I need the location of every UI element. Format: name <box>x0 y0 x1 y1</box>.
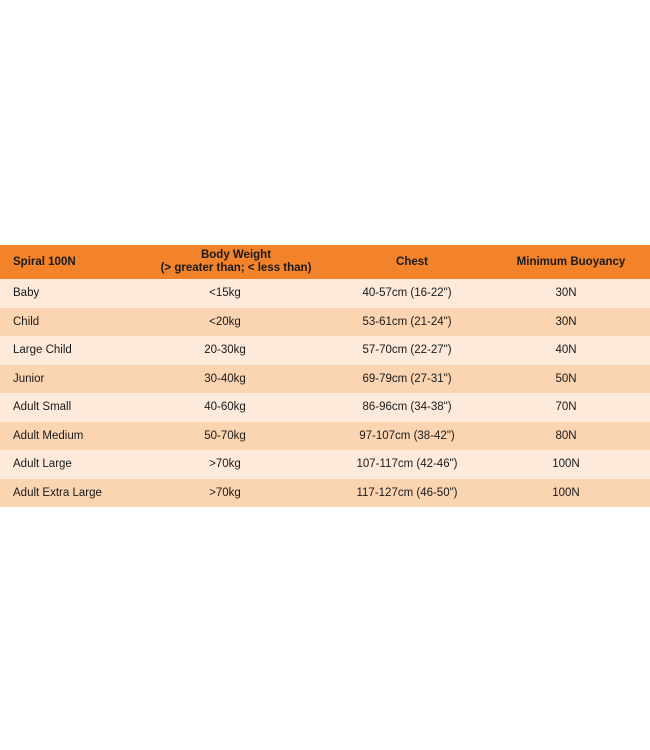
cell-size: Adult Medium <box>13 429 84 442</box>
cell-buoyancy: 100N <box>552 486 580 499</box>
table-row <box>0 365 650 394</box>
cell-buoyancy: 30N <box>555 287 577 300</box>
table-header <box>0 245 650 279</box>
cell-buoyancy: 30N <box>555 315 577 328</box>
table-row <box>0 336 650 365</box>
table-body <box>0 279 650 507</box>
table-row <box>0 479 650 508</box>
cell-size: Junior <box>13 372 45 385</box>
cell-buoyancy: 40N <box>555 344 577 357</box>
cell-chest: 107-117cm (42-46") <box>356 458 458 471</box>
header-body-weight <box>140 245 332 279</box>
cell-chest: 40-57cm (16-22") <box>362 287 452 300</box>
cell-size: Adult Small <box>13 401 72 414</box>
header-chest: Chest <box>396 255 428 268</box>
table-row <box>0 308 650 337</box>
cell-weight: <20kg <box>209 315 241 328</box>
cell-weight: 50-70kg <box>204 429 246 442</box>
header-minimum-buoyancy: Minimum Buoyancy <box>516 255 626 268</box>
size-chart-table <box>0 245 650 507</box>
cell-weight: >70kg <box>209 486 241 499</box>
cell-size: Baby <box>13 287 40 300</box>
cell-chest: 117-127cm (46-50") <box>356 486 458 499</box>
header-row <box>0 245 650 279</box>
cell-size: Adult Extra Large <box>13 486 102 499</box>
cell-chest: 57-70cm (22-27") <box>362 344 452 357</box>
cell-size: Adult Large <box>13 458 72 471</box>
cell-weight: 40-60kg <box>204 401 246 414</box>
cell-chest: 69-79cm (27-31") <box>362 372 452 385</box>
cell-weight: <15kg <box>209 287 241 300</box>
cell-chest: 86-96cm (34-38") <box>362 401 452 414</box>
cell-chest: 53-61cm (21-24") <box>362 315 452 328</box>
cell-weight: 20-30kg <box>204 344 246 357</box>
cell-buoyancy: 70N <box>555 401 577 414</box>
cell-weight: >70kg <box>209 458 241 471</box>
header-body-weight-title: Body Weight <box>200 249 272 261</box>
header-product: Spiral 100N <box>13 255 76 268</box>
cell-buoyancy: 50N <box>555 372 577 385</box>
table-row <box>0 450 650 479</box>
table-row <box>0 422 650 451</box>
cell-weight: 30-40kg <box>204 372 246 385</box>
cell-chest: 97-107cm (38-42") <box>359 429 455 442</box>
cell-size: Large Child <box>13 344 72 357</box>
header-body-weight-note: (> greater than; < less than) <box>160 262 312 274</box>
table-row <box>0 279 650 308</box>
cell-buoyancy: 100N <box>552 458 580 471</box>
table-row <box>0 393 650 422</box>
cell-size: Child <box>13 315 40 328</box>
cell-buoyancy: 80N <box>555 429 577 442</box>
